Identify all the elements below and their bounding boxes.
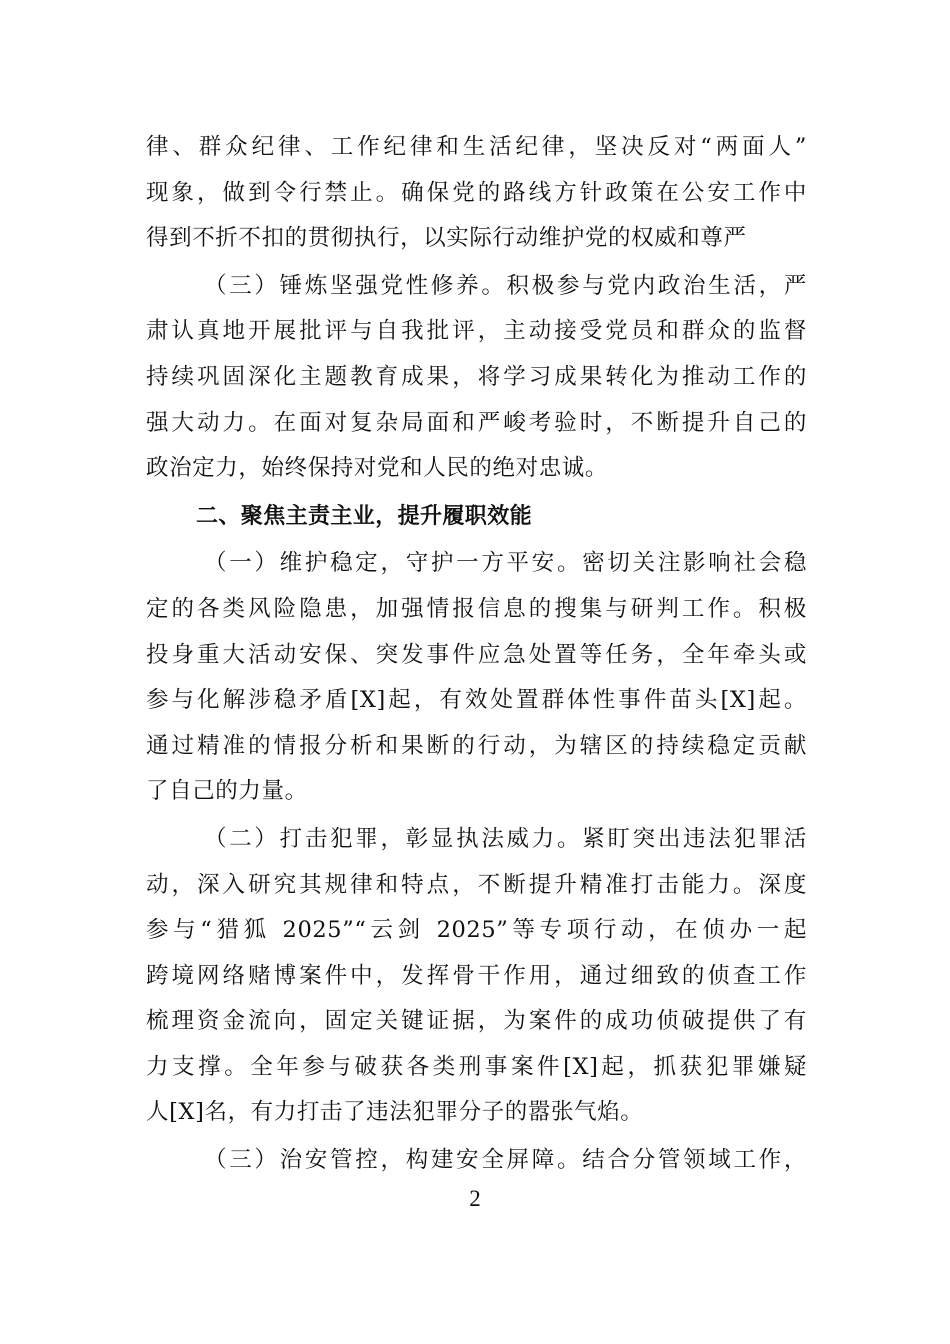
document-body [146,125,807,1186]
text-line: （二）打击犯罪，彰显执法威力。紧盯突出违法犯罪活 [204,825,807,852]
text-line: （一）维护稳定，守护一方平安。密切关注影响社会稳 [204,550,807,577]
paragraph-public-security [146,1138,807,1184]
paragraph-party-spirit [146,264,807,492]
text-line: （三）治安管控，构建安全屏障。结合分管领域工作， [204,1147,807,1174]
text-line: 持续巩固深化主题教育成果，将学习成果转化为推动工作的 [146,363,807,390]
section-heading-text: 二、聚焦主责主业，提升履职效能 [196,503,533,529]
text-line: 参与化解涉稳矛盾[X]起，有效处置群体性事件苗头[X]起。 [146,687,807,714]
text-line: 政治定力，始终保持对党和人民的绝对忠诚。 [146,455,609,482]
text-line: 人[X]名，有力打击了违法犯罪分子的嚣张气焰。 [146,1099,644,1126]
page-number: 2 [469,1186,481,1211]
text-line: 投身重大活动安保、突发事件应急处置等任务，全年牵头或 [146,641,807,668]
text-line: （三）锤炼坚强党性修养。积极参与党内政治生活，严 [204,272,807,299]
text-line: 跨境网络赌博案件中，发挥骨干作用，通过细致的侦查工作 [146,962,807,989]
paragraph-maintain-stability [146,541,807,815]
text-line: 了自己的力量。 [146,778,308,805]
text-line: 律、群众纪律、工作纪律和生活纪律，坚决反对“两面人” [146,134,807,160]
text-line: 得到不折不扣的贯彻执行，以实际行动维护党的权威和尊严 [146,225,747,252]
text-line: 力支撑。全年参与破获各类刑事案件[X]起，抓获犯罪嫌疑 [146,1053,807,1080]
section-heading-2 [146,494,807,540]
text-line: 肃认真地开展批评与自我批评，主动接受党员和群众的监督 [146,318,807,345]
text-line: 现象，做到令行禁止。确保党的路线方针政策在公安工作中 [146,179,807,206]
paragraph-combat-crime [146,817,807,1136]
text-line: 定的各类风险隐患，加强情报信息的搜集与研判工作。积极 [146,595,807,622]
paragraph-discipline-continued [146,125,807,262]
text-line: 通过精准的情报分析和果断的行动，为辖区的持续稳定贡献 [146,732,807,759]
text-line: 强大动力。在面对复杂局面和严峻考验时，不断提升自己的 [146,409,807,436]
text-line: 梳理资金流向，固定关键证据，为案件的成功侦破提供了有 [146,1008,807,1035]
text-line: 参与“猎狐 2025”“云剑 2025”等专项行动，在侦办一起 [146,917,807,944]
text-line: 动，深入研究其规律和特点，不断提升精准打击能力。深度 [146,871,807,898]
